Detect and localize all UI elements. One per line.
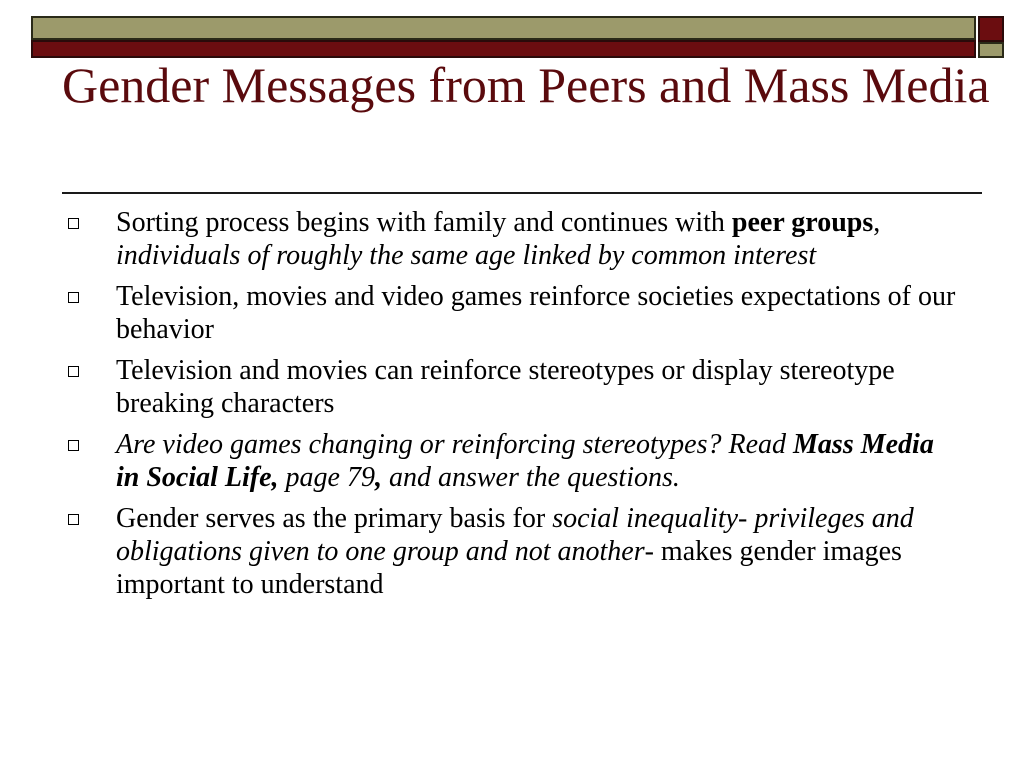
square-bullet-icon xyxy=(68,366,79,377)
bullet-definition: individuals of roughly the same age linked by common interest xyxy=(116,240,817,271)
bullet-text: Gender serves as the primary basis for xyxy=(116,503,553,534)
bullet-item xyxy=(62,354,962,420)
bullet-text: Are video games changing or reinforcing stereotypes? Read xyxy=(116,429,794,460)
bullet-text: , xyxy=(873,207,881,238)
square-bullet-icon xyxy=(68,440,79,451)
square-bullet-icon xyxy=(68,292,79,303)
bullet-term: peer groups xyxy=(731,207,874,238)
title-divider xyxy=(62,192,982,194)
bullet-reference: Mass Media in Social Life, xyxy=(116,429,934,493)
bullet-text: , xyxy=(374,462,382,493)
bullet-text: page 79 xyxy=(278,462,375,493)
square-bullet-icon xyxy=(68,514,79,525)
bullet-text: - makes gender images important to understand xyxy=(116,536,902,600)
slide-title: Gender Messages from Peers and Mass Media xyxy=(62,57,990,113)
bullet-list xyxy=(62,206,962,609)
bullet-item xyxy=(62,280,962,346)
bullet-text: Television and movies can reinforce stereotypes or display stereotype breaking characters xyxy=(116,355,895,419)
header-band-olive xyxy=(31,16,976,40)
corner-square-maroon xyxy=(978,16,1004,42)
bullet-item xyxy=(62,428,962,494)
bullet-text: and answer the questions. xyxy=(381,462,680,493)
square-bullet-icon xyxy=(68,218,79,229)
bullet-item xyxy=(62,206,962,272)
bullet-item xyxy=(62,502,962,601)
bullet-definition: social inequality- privileges and obligations given to one group and not another xyxy=(116,503,914,567)
bullet-text: Sorting process begins with family and continues with xyxy=(116,207,732,238)
bullet-text: Television, movies and video games reinforce societies expectations of our behavior xyxy=(116,281,956,345)
